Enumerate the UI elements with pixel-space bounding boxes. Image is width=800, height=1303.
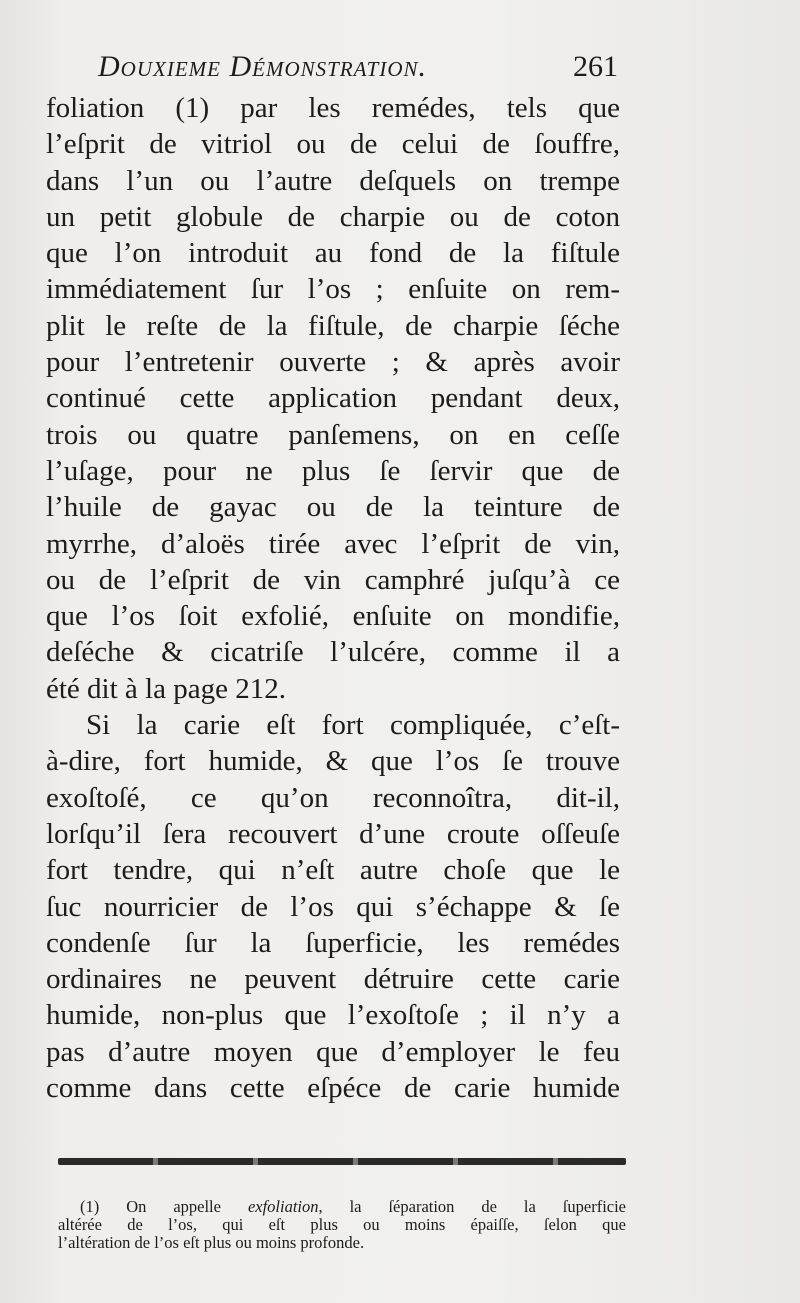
footnote-line: l’altération de l’os eſt plus ou moins profonde. xyxy=(58,1233,365,1252)
text-line: exoſtoſé, ce qu’on reconnoîtra, dit-il, xyxy=(46,781,620,814)
footnote-line xyxy=(58,1198,626,1216)
text-line: continué cette application pendant deux, xyxy=(46,382,620,415)
text-line: l’eſprit de vitriol ou de celui de ſouffre, xyxy=(46,128,620,161)
text-line: humide, non-plus que l’exoſtoſe ; il n’y a xyxy=(46,999,620,1032)
footnote-text: , la ſéparation de la ſuperficie xyxy=(318,1197,627,1216)
text-line: à-dire, fort humide, & que l’os ſe trouve xyxy=(46,745,620,778)
footnote-separator-rule xyxy=(58,1158,626,1165)
footnote-term: exfoliation xyxy=(247,1197,319,1216)
text-line: que l’os ſoit exfolié, enſuite on mondifie, xyxy=(46,600,620,633)
text-line: foliation (1) par les remédes, tels que xyxy=(46,92,620,124)
page-number: 261 xyxy=(573,50,618,83)
footnote-line: altérée de l’os, qui eſt plus ou moins épaiſſe, ſelon que xyxy=(58,1215,626,1234)
text-line: ſuc nourricier de l’os qui s’échappe & ſe xyxy=(46,890,620,923)
text-line: ordinaires ne peuvent détruire cette carie xyxy=(46,963,620,996)
text-line: deſéche & cicatriſe l’ulcére, comme il a xyxy=(46,636,620,669)
text-line: ou de l’eſprit de vin camphré juſqu’à ce xyxy=(46,563,620,596)
text-line: pour l’entretenir ouverte ; & après avoir xyxy=(46,346,620,379)
text-line: l’uſage, pour ne plus ſe ſervir que de xyxy=(46,454,620,487)
text-line: trois ou quatre panſemens, on en ceſſe xyxy=(46,418,620,451)
text-line: Si la carie eſt fort compliquée, c’eſt- xyxy=(86,709,620,742)
text-line: comme dans cette eſpéce de carie humide xyxy=(46,1072,620,1105)
text-line: dans l’un ou l’autre deſquels on trempe xyxy=(46,164,620,197)
text-line: l’huile de gayac ou de la teinture de xyxy=(46,491,620,524)
text-line: été dit à la page 212. xyxy=(46,672,286,705)
text-line: fort tendre, qui n’eſt autre choſe que le xyxy=(46,854,620,887)
footnote xyxy=(58,1198,626,1252)
running-title: Douxieme Démonstration. xyxy=(98,50,428,83)
text-line: immédiatement ſur l’os ; enſuite on rem- xyxy=(46,273,620,306)
text-line: lorſqu’il ſera recouvert d’une croute oſſeuſe xyxy=(46,817,620,850)
text-line: pas d’autre moyen que d’employer le feu xyxy=(46,1035,620,1068)
text-line: que l’on introduit au fond de la fiſtule xyxy=(46,237,620,270)
text-line: condenſe ſur la ſuperficie, les remédes xyxy=(46,926,620,959)
page-header xyxy=(98,48,618,88)
text-line: un petit globule de charpie ou de coton xyxy=(46,200,620,233)
text-line: myrrhe, d’aloës tirée avec l’eſprit de vin, xyxy=(46,527,620,560)
footnote-marker: (1) On appelle xyxy=(80,1197,221,1216)
text-line: plit le reſte de la fiſtule, de charpie ſéche xyxy=(46,309,620,342)
body-text xyxy=(46,90,620,1106)
